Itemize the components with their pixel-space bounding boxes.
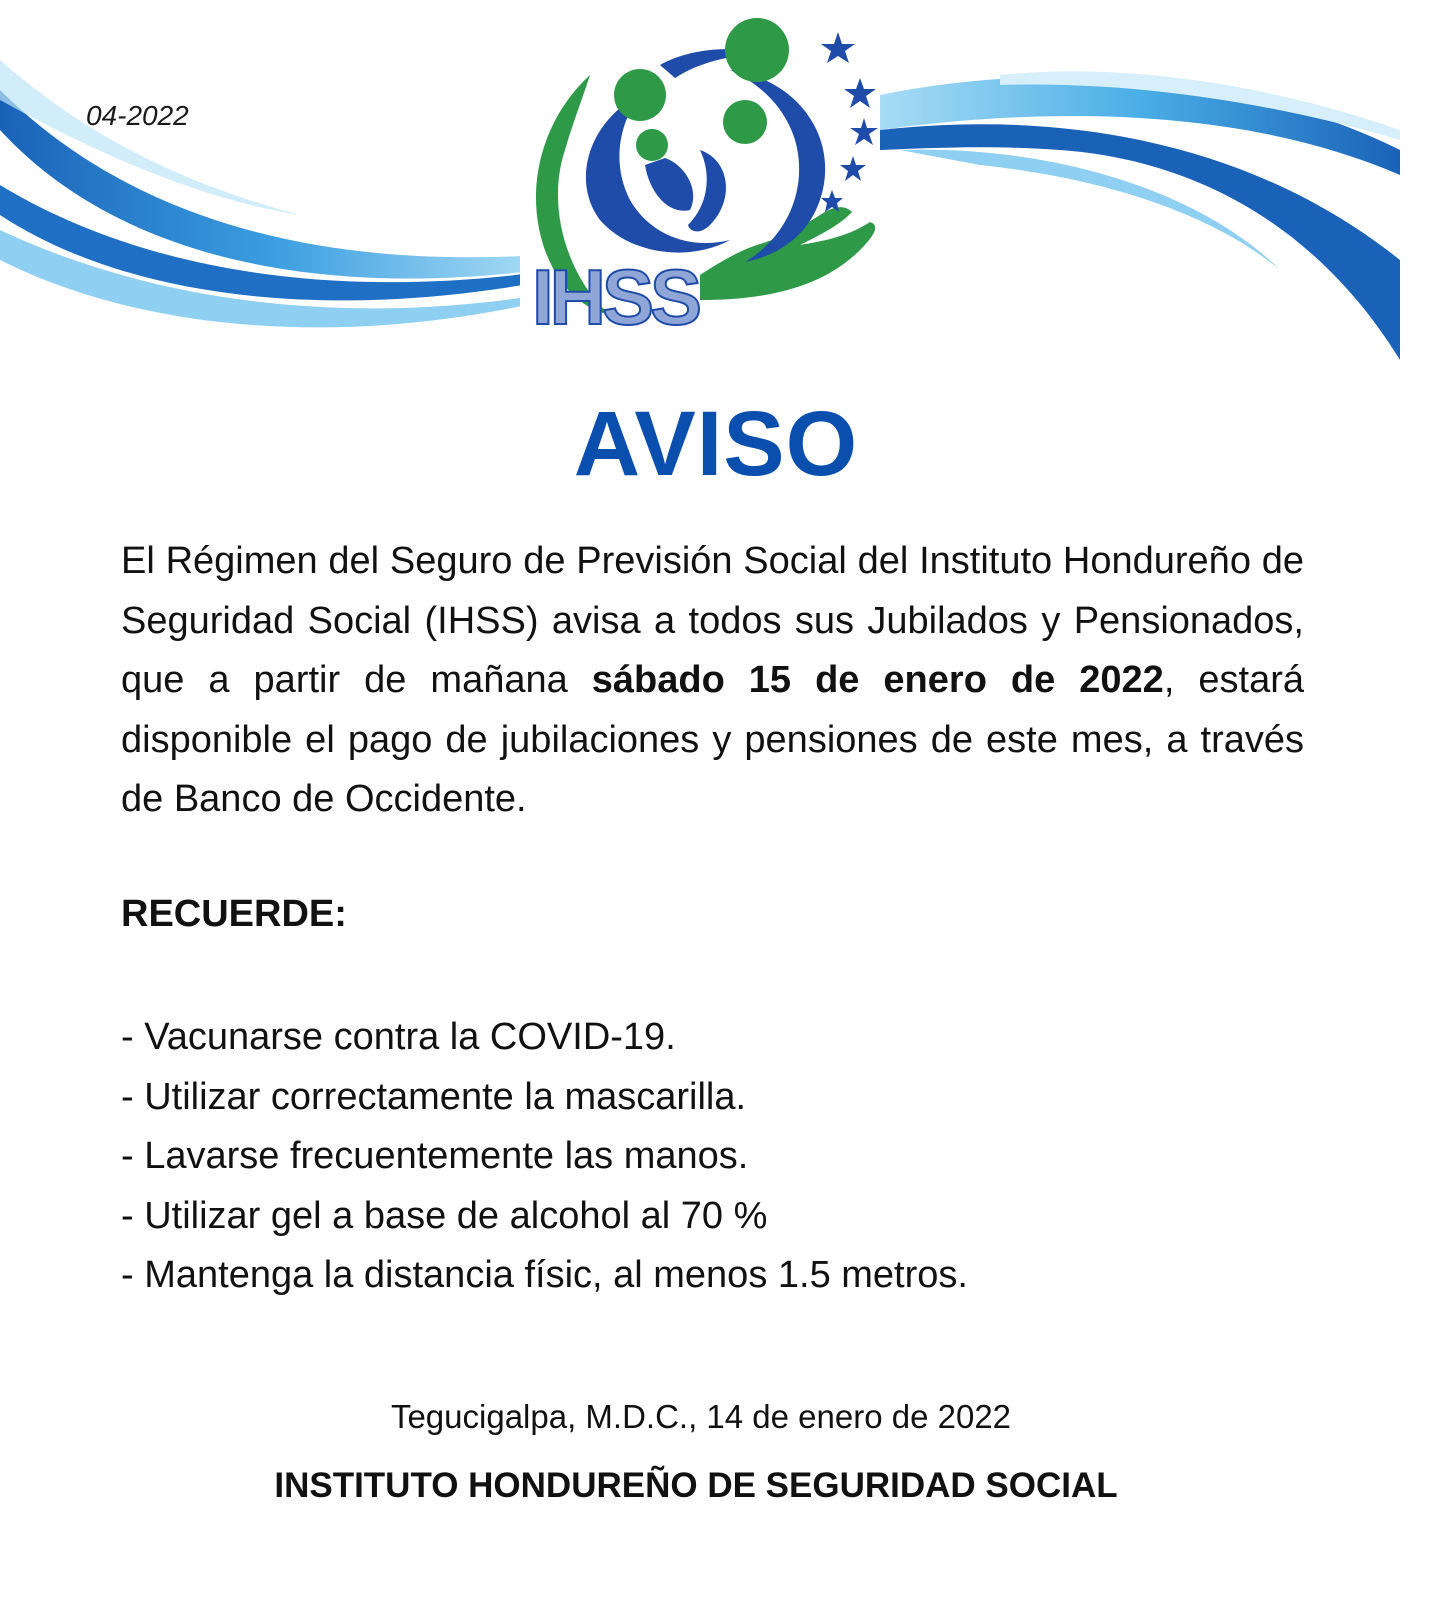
notice-body bbox=[121, 532, 1304, 830]
notice-body-part1: El Régimen del Seguro de Previsión Social del Instituto Hondureño de Seguridad Social (IHSS) avisa a todos sus Jubilados y Pensionados, que a partir de mañana bbox=[121, 540, 1304, 701]
place-date: Tegucigalpa, M.D.C., 14 de enero de 2022 bbox=[390, 1398, 1012, 1435]
list-item: - Lavarse frecuentemente las manos. bbox=[121, 1135, 749, 1177]
header-wave-banner bbox=[0, 0, 1432, 380]
logo-text: IHSS bbox=[532, 253, 699, 341]
notice-body-part2: , estará disponible el pago de jubilaciones y pensiones de este mes, a través de Banco de Occidente. bbox=[121, 659, 1304, 820]
page-title: AVISO bbox=[573, 393, 859, 495]
notice-highlight-date: sábado 15 de enero de 2022 bbox=[591, 659, 1164, 701]
institution-name: INSTITUTO HONDUREÑO DE SEGURIDAD SOCIAL bbox=[274, 1466, 1118, 1505]
document-number: 04-2022 bbox=[86, 100, 189, 131]
list-item: - Utilizar correctamente la mascarilla. bbox=[121, 1075, 747, 1118]
list-item: - Utilizar gel a base de alcohol al 70 % bbox=[121, 1194, 768, 1237]
ihss-logo bbox=[520, 18, 880, 341]
list-item: - Vacunarse contra la COVID-19. bbox=[121, 1016, 676, 1058]
tips-list bbox=[121, 1008, 968, 1306]
right-wave bbox=[880, 71, 1400, 360]
list-item: - Mantenga la distancia físic, al menos 1.5 metros. bbox=[121, 1254, 968, 1296]
left-wave bbox=[0, 60, 540, 327]
remember-heading: RECUERDE: bbox=[121, 893, 347, 935]
